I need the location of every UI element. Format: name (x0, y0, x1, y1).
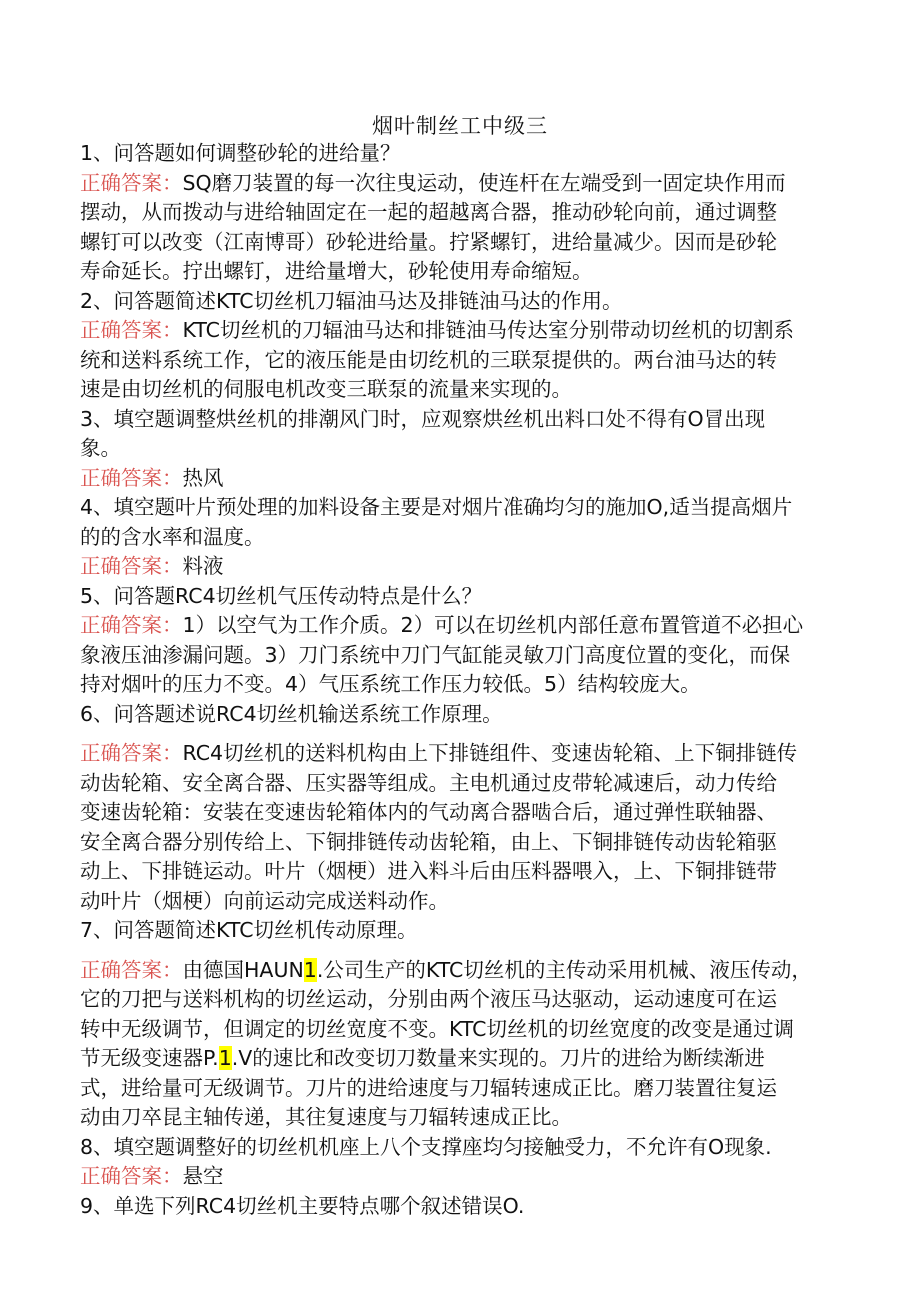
question-text: 8、填空题调整好的切丝机机座上八个支撑座均匀接触受力，不允许有O现象. (80, 1134, 772, 1159)
answer-text (80, 464, 840, 494)
question-item (80, 287, 840, 405)
question-item (80, 916, 840, 1133)
question-text: 9、单选下列RC4切丝机主要特点哪个叙述错误O. (80, 1193, 525, 1218)
answer-text (80, 316, 840, 346)
answer-body: 安全离合器分别传给上、下铜排链传动齿轮箱，由上、下铜排链传动齿轮箱驱 (80, 829, 777, 854)
answer-text (80, 956, 840, 986)
answer-text (80, 346, 840, 376)
answer-label: 正确答案： (80, 318, 183, 342)
answer-body: 由德国HAUN1.公司生产的KTC切丝机的主传动采用机械、液压传动， (182, 957, 812, 982)
answer-body: 象液压油渗漏问题。3）刀门系统中刀门气缸能灵敏刀门高度位置的变化，而保 (80, 642, 791, 667)
answer-label: 正确答案： (80, 1164, 183, 1188)
answer-body: KTC切丝机的刀辐油马达和排链油马传达室分别带动切丝机的切割系 (182, 318, 794, 342)
answer-body: RC4切丝机的送料机构由上下排链组件、变速齿轮箱、上下铜排链传 (182, 741, 798, 765)
answer-text (80, 375, 840, 405)
answer-text (80, 198, 840, 228)
answer-body: 动由刀卒昆主轴传递，其往复速度与刀辐转速成正比。 (80, 1105, 572, 1129)
answer-body: 动上、下排链运动。叶片（烟梗）进入料斗后由压料器喂入，上、下铜排链带 (80, 859, 777, 883)
answer-text (80, 1044, 840, 1074)
answer-label: 正确答案： (80, 613, 183, 637)
answer-body: 寿命延长。拧出螺钉，进给量增大，砂轮使用寿命缩短。 (80, 259, 593, 283)
answer-text (80, 739, 840, 769)
answer-body: 螺钉可以改变（江南博哥）砂轮进给量。拧紧螺钉，进给量减少。因而是砂轮 (80, 229, 777, 254)
question-item (80, 582, 840, 700)
answer-body: 动齿轮箱、安全离合器、压实器等组成。主电机通过皮带轮减速后，动力传给 (80, 770, 777, 795)
answer-text (80, 169, 840, 199)
answer-label: 正确答案： (80, 957, 183, 982)
question-text: 3、填空题调整烘丝机的排潮风门时，应观察烘丝机出料口处不得有O冒出现 (80, 406, 766, 431)
answer-text (80, 1074, 840, 1104)
answer-label: 正确答案： (80, 741, 183, 765)
question-text: 6、问答题述说RC4切丝机输送系统工作原理。 (80, 701, 503, 726)
answer-body: 节无级变速器P.1.V的速比和改变切刀数量来实现的。刀片的进给为断续渐进 (80, 1046, 765, 1070)
spacer (80, 729, 840, 739)
question-text: 2、问答题简述KTC切丝机刀辐油马达及排链油马达的作用。 (80, 288, 623, 313)
answer-text (80, 228, 840, 258)
answer-label: 正确答案： (80, 170, 183, 195)
question-item (80, 1133, 840, 1192)
question-item (80, 700, 840, 917)
answer-body: 速是由切丝机的伺服电机改变三联泵的流量来实现的。 (80, 377, 572, 401)
question-text: 5、问答题RC4切丝机气压传动特点是什么？ (80, 583, 483, 608)
answer-body: 持对烟叶的压力不变。4）气压系统工作压力较低。5）结构较庞大。 (80, 672, 701, 696)
answer-text (80, 611, 840, 641)
answer-body: 转中无级调节，但调定的切丝宽度不变。KTC切丝机的切丝宽度的改变是通过调 (80, 1016, 794, 1041)
answer-body: 1）以空气为工作介质。2）可以在切丝机内部任意布置管道不必担心 (182, 613, 804, 637)
answer-label: 正确答案： (80, 554, 183, 578)
answer-body: 统和送料系统工作，它的液压能是由切纥机的三联泵提供的。两台油马达的转 (80, 347, 777, 372)
answer-text (80, 798, 840, 828)
answer-body: 式，进给量可无级调节。刀片的进给速度与刀辐转速成正比。磨刀装置往复运 (80, 1075, 777, 1100)
highlight-mark: 1 (218, 1046, 232, 1070)
answer-body: 摆动，从而拨动与进给轴固定在一起的超越离合器，推动砂轮向前，通过调整 (80, 200, 777, 224)
answer-text (80, 887, 840, 917)
answer-text (80, 1015, 840, 1045)
answer-body: 变速齿轮箱：安装在变速齿轮箱体内的气动离合器啮合后，通过弹性联轴器、 (80, 800, 777, 824)
answer-body: 它的刀把与送料机构的切丝运动，分别由两个液压马达驱动，运动速度可在运 (80, 987, 777, 1011)
answer-text (80, 552, 840, 582)
answer-text (80, 1162, 840, 1192)
question-item (80, 139, 840, 287)
answer-text (80, 641, 840, 671)
answer-text (80, 985, 840, 1015)
question-item (80, 1192, 840, 1222)
answer-text (80, 1103, 840, 1133)
answer-text (80, 670, 840, 700)
answer-body: 料液 (182, 554, 224, 578)
answer-body: 悬空 (182, 1164, 224, 1188)
spacer (80, 946, 840, 956)
answer-body: 热风 (182, 465, 224, 490)
question-text: 4、填空题叶片预处理的加料设备主要是对烟片准确均匀的施加O,适当提高烟片 (80, 495, 793, 519)
answer-body: SQ磨刀装置的每一次往曳运动，使连杆在左端受到一固定块作用而 (182, 170, 786, 195)
answer-text (80, 828, 840, 858)
highlight-mark: 1 (303, 957, 317, 982)
answer-body: 动叶片（烟梗）向前运动完成送料动作。 (80, 888, 449, 913)
question-item (80, 493, 840, 582)
document-title: 烟叶制丝工中级三 (372, 114, 548, 138)
answer-text (80, 257, 840, 287)
answer-text (80, 769, 840, 799)
question-text: 7、问答题简述KTC切丝机传动原理。 (80, 918, 418, 942)
answer-text (80, 857, 840, 887)
question-list (80, 139, 840, 1221)
question-text: 1、问答题如何调整砂轮的进给量？ (80, 141, 401, 165)
answer-label: 正确答案： (80, 465, 183, 490)
question-item (80, 405, 840, 494)
question-text: 象。 (80, 436, 121, 460)
question-text: 的的含水率和温度。 (80, 524, 265, 549)
